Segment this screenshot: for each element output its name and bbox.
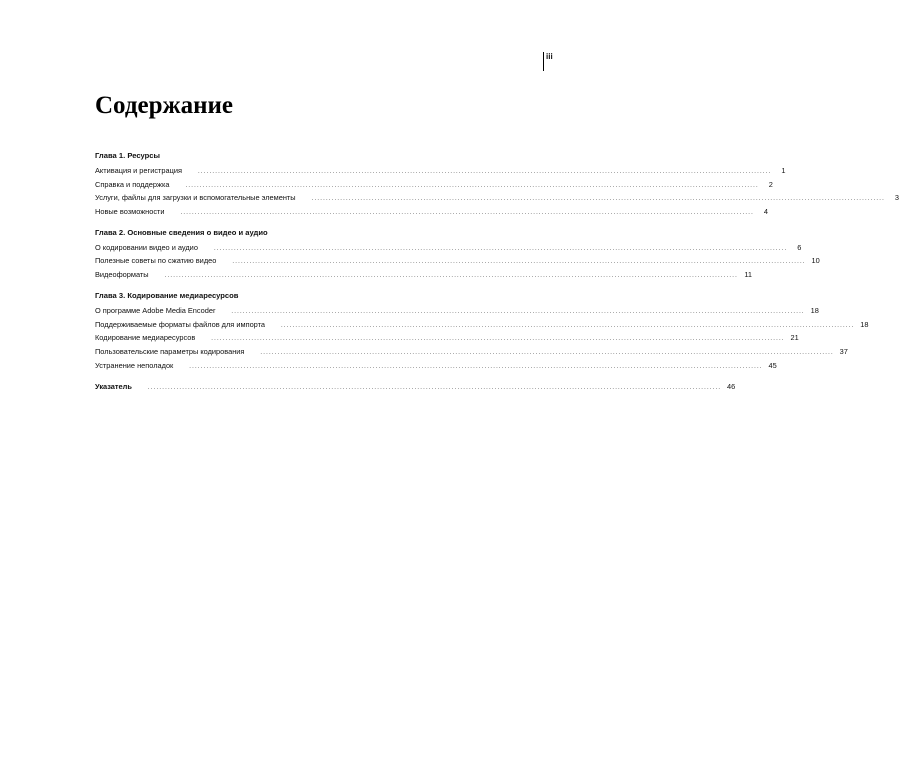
dot-leader: ........................................................................................................................................................................................................ [213, 245, 788, 252]
toc-entry[interactable] [95, 254, 820, 268]
dot-leader: ........................................................................................................................................................................................................ [185, 182, 759, 189]
toc-entry-label[interactable]: Справка и поддержка [95, 179, 170, 189]
toc-entry-label[interactable]: Услуги, файлы для загрузки и вспомогательные элементы [95, 193, 296, 203]
toc-entry[interactable] [95, 304, 819, 318]
toc-entry-label[interactable]: Поддерживаемые форматы файлов для импорта [95, 319, 266, 329]
toc-entry-label[interactable]: О программе Adobe Media Encoder [95, 305, 216, 315]
toc-entry-label[interactable]: Новые возможности [95, 207, 165, 217]
toc-entry[interactable] [95, 191, 899, 205]
dot-leader: ........................................................................................................................................................................................................ [189, 363, 763, 370]
chapter-heading: Глава 2. Основные сведения о видео и аудио [95, 227, 268, 237]
toc-entry-label[interactable]: Полезные советы по сжатию видео [95, 256, 217, 266]
toc-entry[interactable] [95, 205, 768, 219]
toc-entry-page[interactable]: 11 [744, 270, 753, 280]
toc-entry-label[interactable]: Активация и регистрация [95, 166, 183, 175]
index-page[interactable]: 46 [727, 382, 736, 392]
page-title: Содержание [95, 92, 234, 119]
dot-leader: ........................................................................................................................................................................................................ [164, 273, 739, 280]
toc-entry-page[interactable]: 45 [768, 360, 777, 370]
toc-entry-label[interactable]: Устранение неполадок [95, 360, 174, 370]
toc-entry-page[interactable]: 2 [768, 179, 773, 189]
chapter-3 [95, 290, 869, 372]
toc-entry[interactable] [95, 345, 848, 359]
toc-entry-page[interactable]: 1 [781, 166, 786, 175]
toc-entry[interactable] [95, 241, 802, 255]
dot-leader: ........................................................................................................................................................................................................ [260, 349, 834, 356]
index-entry[interactable] [95, 380, 736, 394]
index-label[interactable]: Указатель [95, 382, 132, 392]
toc-entry[interactable] [95, 178, 773, 192]
toc-entry[interactable] [95, 164, 786, 178]
toc-entry[interactable] [95, 268, 753, 282]
toc-entry-label[interactable]: О кодировании видео и аудио [95, 242, 198, 252]
toc-entry-label[interactable]: Пользовательские параметры кодирования [95, 346, 245, 356]
toc-entry-page[interactable]: 4 [763, 207, 768, 217]
toc-entry[interactable] [95, 318, 869, 332]
dot-leader: ........................................................................................................................................................................................................ [211, 336, 785, 343]
dot-leader: ........................................................................................................................................................................................................ [232, 259, 806, 266]
toc-entry-page[interactable]: 6 [797, 242, 802, 252]
page-number-rule [543, 52, 544, 71]
toc-entry[interactable] [95, 331, 799, 345]
toc-entry-label[interactable]: Кодирование медиаресурсов [95, 333, 196, 343]
dot-leader: ........................................................................................................................................................................................................ [147, 385, 722, 392]
toc-entry-page[interactable]: 10 [811, 256, 820, 266]
dot-leader: ........................................................................................................................................................................................................ [231, 308, 805, 315]
toc-entry[interactable] [95, 359, 777, 373]
dot-leader: ........................................................................................................................................................................................................ [311, 196, 886, 203]
dot-leader: ........................................................................................................................................................................................................ [198, 169, 772, 175]
page-number: iii [546, 52, 553, 61]
toc-entry-page[interactable]: 37 [839, 346, 848, 356]
table-of-contents [95, 150, 899, 394]
toc-entry-page[interactable]: 18 [810, 305, 819, 315]
chapter-heading: Глава 3. Кодирование медиаресурсов [95, 290, 239, 300]
toc-entry-page[interactable]: 3 [894, 193, 899, 203]
chapter-heading: Глава 1. Ресурсы [95, 151, 161, 160]
toc-entry-page[interactable]: 18 [860, 319, 869, 329]
dot-leader: ........................................................................................................................................................................................................ [281, 322, 855, 329]
chapter-1 [95, 150, 899, 219]
dot-leader: ........................................................................................................................................................................................................ [180, 210, 754, 217]
toc-entry-label[interactable]: Видеоформаты [95, 270, 149, 280]
toc-entry-page[interactable]: 21 [790, 333, 799, 343]
chapter-2 [95, 227, 820, 282]
